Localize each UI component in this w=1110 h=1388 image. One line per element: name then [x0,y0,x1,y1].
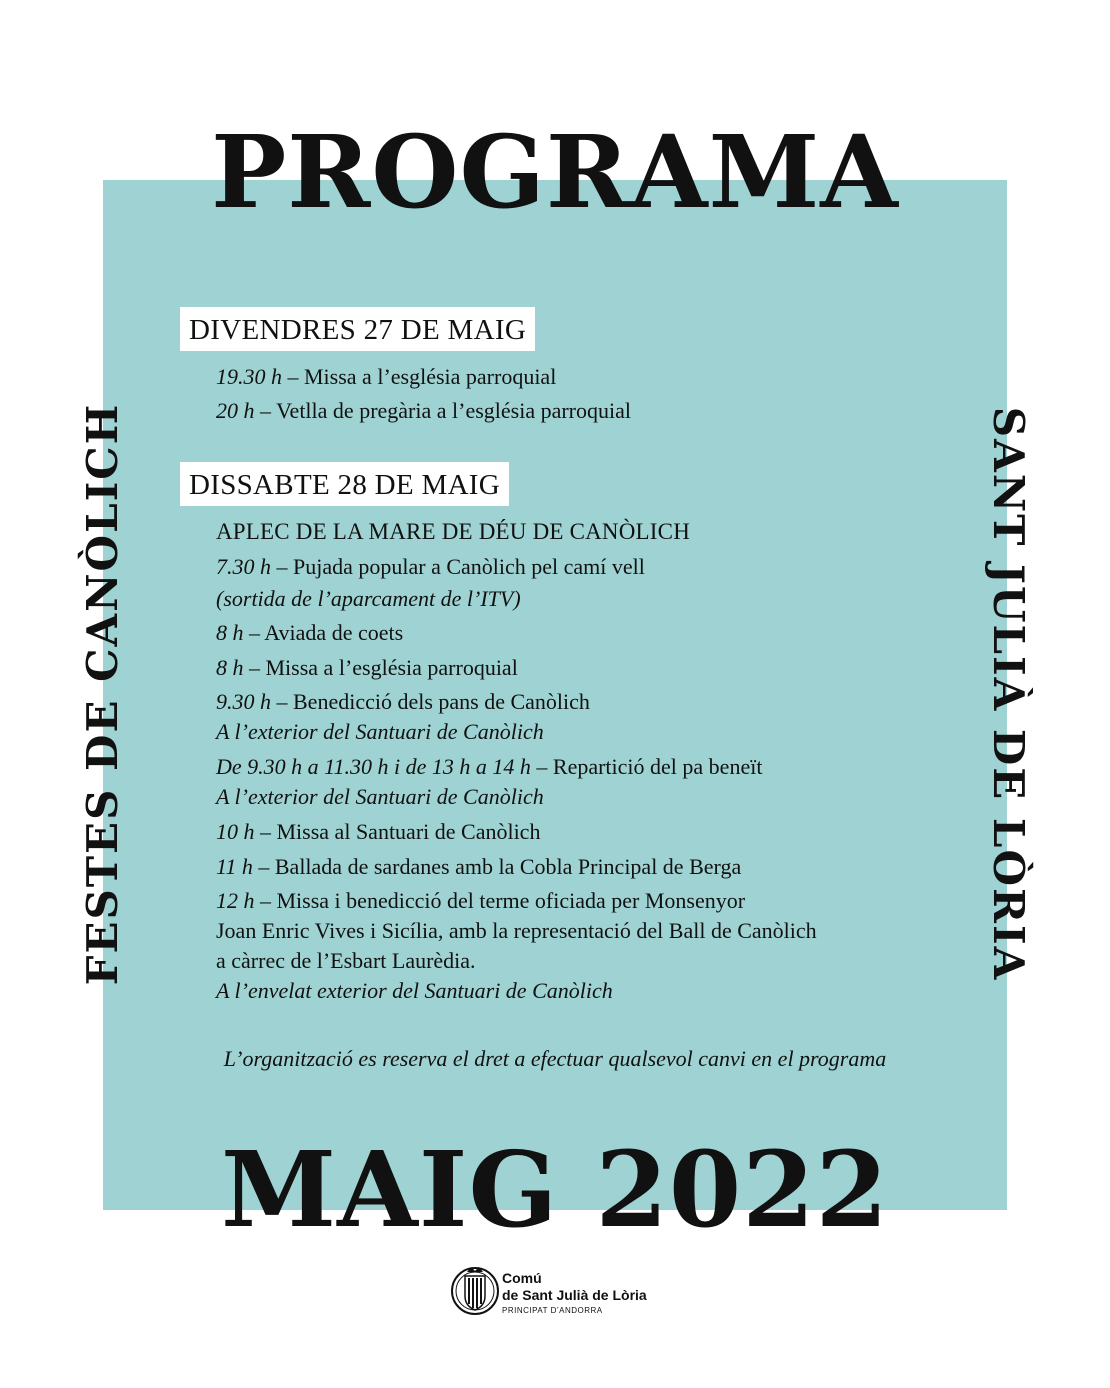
schedule-item: De 9.30 h a 11.30 h i de 13 h a 14 h – Repartició del pa beneït [216,754,763,779]
schedule-item: 10 h – Missa al Santuari de Canòlich [216,819,541,844]
schedule-item: 9.30 h – Benedicció dels pans de Canòlich [216,689,590,714]
side-title-left: FESTES DE CANÒLICH [78,402,127,986]
disclaimer: L’organització es reserva el dret a efectuar qualsevol canvi en el programa [223,1046,887,1071]
logo-line-3: PRINCIPAT D’ANDORRA [502,1306,603,1315]
day-header-saturday: DISSABTE 28 DE MAIG [180,462,509,506]
side-title-right: SANT JULIÀ DE LÒRIA [984,406,1033,982]
day-header-friday: DIVENDRES 27 DE MAIG [180,307,535,351]
logo-line-2: de Sant Julià de Lòria [502,1287,647,1303]
schedule-item: 12 h – Missa i benedicció del terme oficiada per Monsenyor [216,888,746,913]
schedule-item: 20 h – Vetlla de pregària a l’església parroquial [216,398,631,423]
municipal-logo [450,1262,690,1322]
schedule-item-note: A l’exterior del Santuari de Canòlich [216,784,544,809]
schedule-item-cont: Joan Enric Vives i Sicília, amb la representació del Ball de Canòlich [216,918,817,943]
schedule-item-cont: a càrrec de l’Esbart Laurèdia. [216,948,476,973]
schedule-item-note: A l’envelat exterior del Santuari de Canòlich [216,978,613,1003]
logo-text [502,1270,647,1315]
schedule-item: 11 h – Ballada de sardanes amb la Cobla Principal de Berga [216,854,742,879]
schedule-item-note: A l’exterior del Santuari de Canòlich [216,719,544,744]
coat-of-arms-icon [450,1262,500,1320]
schedule-item-note: (sortida de l’aparcament de l’ITV) [216,586,521,611]
page-title: PROGRAMA [211,113,899,231]
schedule-item: 19.30 h – Missa a l’església parroquial [216,364,557,389]
schedule-item: 8 h – Missa a l’església parroquial [216,655,518,680]
schedule-item: 8 h – Aviada de coets [216,620,404,645]
schedule-item: 7.30 h – Pujada popular a Canòlich pel camí vell [216,554,645,579]
footer-title: MAIG 2022 [221,1128,889,1251]
logo-line-1: Comú [502,1270,542,1286]
aplec-subtitle: APLEC DE LA MARE DE DÉU DE CANÒLICH [216,519,691,544]
